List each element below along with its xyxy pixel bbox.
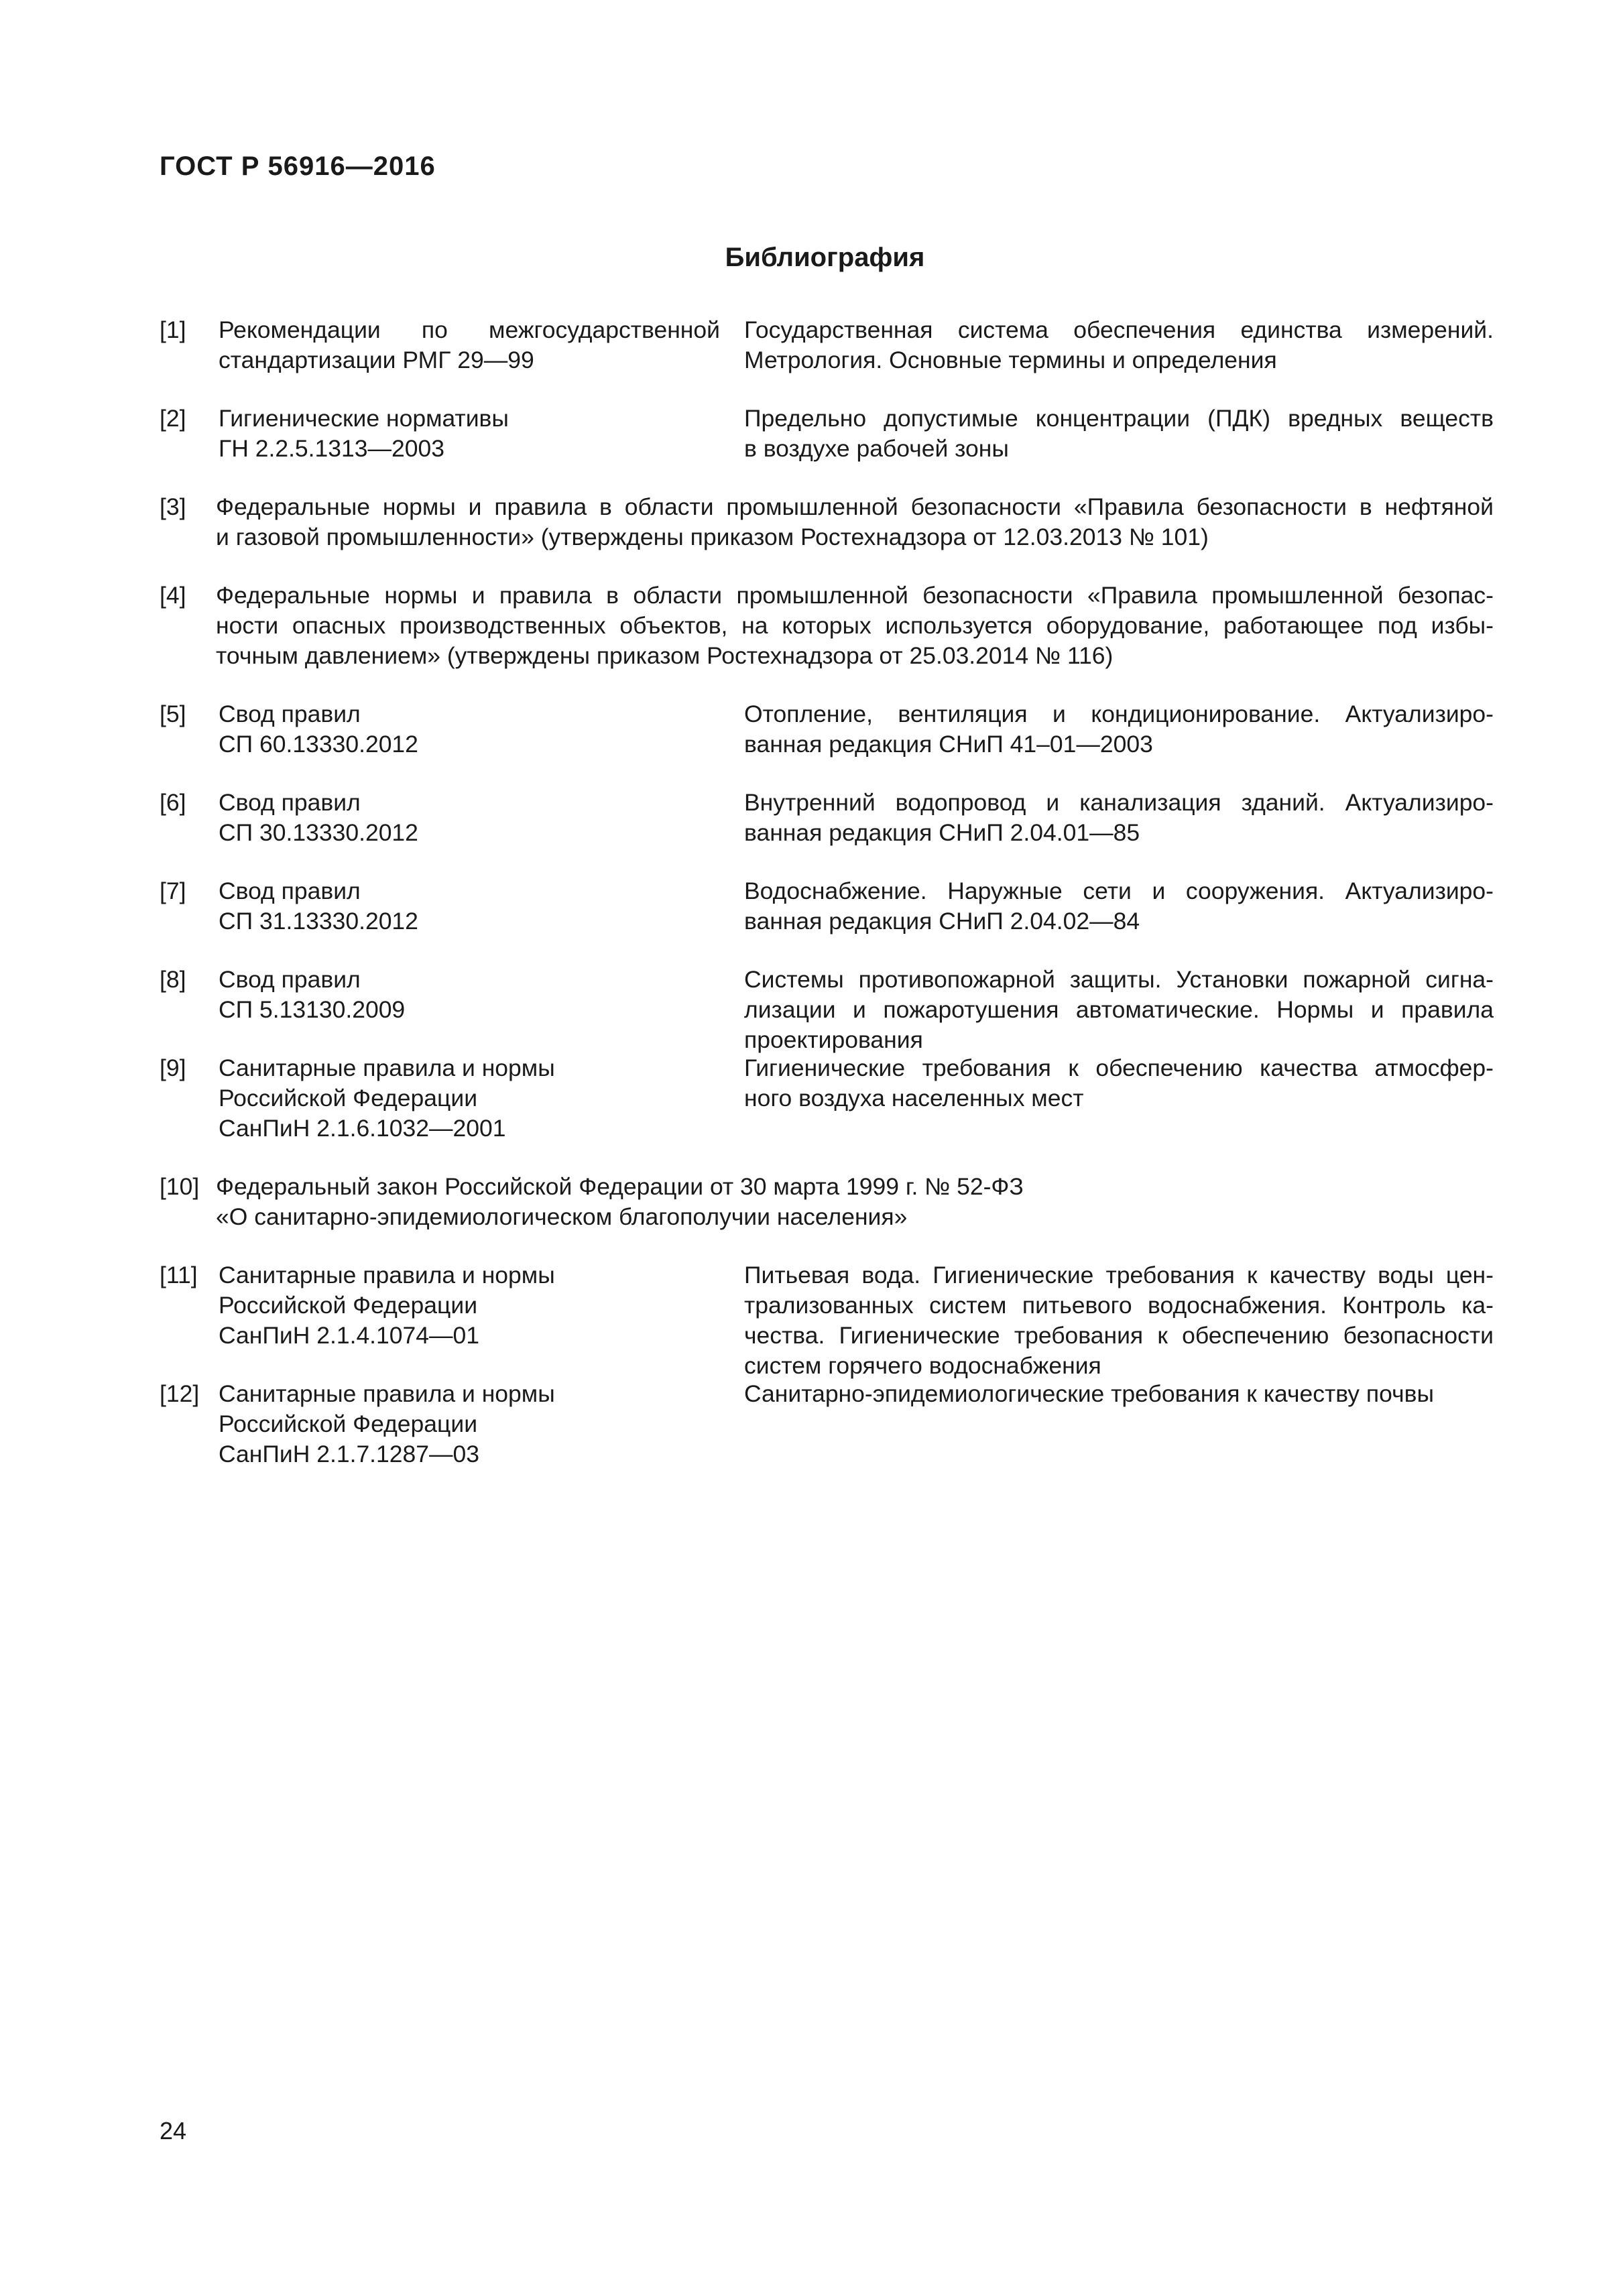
title-line: ванная редакция СНиП 2.04.02—84 xyxy=(744,908,1140,934)
title-line: ного воздуха населенных мест xyxy=(744,1085,1084,1111)
text-line: и газовой промышленности» (утверждены приказом Ростехнадзора от 12.03.2013 № 101) xyxy=(216,524,1209,550)
title-line: Системы противопожарной защиты. Установки пожарной сигна- xyxy=(744,966,1494,993)
entry-number: [8] xyxy=(160,966,186,993)
source-line: СП 30.13330.2012 xyxy=(219,819,418,846)
entry-number: [5] xyxy=(160,701,186,727)
text-line: Федеральные нормы и правила в области промышленной безопасности «Правила промышленной безопас- xyxy=(216,582,1494,609)
bib-entry-2 xyxy=(160,404,1494,464)
entry-title xyxy=(744,699,1494,760)
text-line: Федеральные нормы и правила в области промышленной безопасности «Правила безопасности в нефтяной xyxy=(216,493,1494,520)
title-line: систем горячего водоснабжения xyxy=(744,1352,1101,1379)
bib-entry-7 xyxy=(160,876,1494,936)
title-line: Внутренний водопровод и канализация зданий. Актуализиро- xyxy=(744,789,1494,816)
entry-title xyxy=(744,1379,1494,1409)
source-line: Свод правил xyxy=(219,878,361,904)
title-line: Метрология. Основные термины и определения xyxy=(744,347,1277,373)
document-header: ГОСТ Р 56916—2016 xyxy=(160,152,436,181)
bib-entry-1 xyxy=(160,315,1494,375)
entry-number: [6] xyxy=(160,789,186,816)
text-line: точным давлением» (утверждены приказом Ростехнадзора от 25.03.2014 № 116) xyxy=(216,642,1114,669)
entry-title xyxy=(744,1260,1494,1381)
entry-title xyxy=(744,965,1494,1055)
source-line: СанПиН 2.1.4.1074—01 xyxy=(219,1322,480,1349)
source-line: ГН 2.2.5.1313—2003 xyxy=(219,435,444,462)
entry-number: [2] xyxy=(160,405,186,432)
entry-number: [3] xyxy=(160,493,186,520)
entry-number: [4] xyxy=(160,582,186,609)
entry-title xyxy=(744,1053,1494,1113)
text-line: Федеральный закон Российской Федерации от 30 марта 1999 г. № 52-ФЗ xyxy=(216,1173,1024,1200)
bib-entry-6 xyxy=(160,788,1494,848)
bibliography-list xyxy=(160,315,1494,1498)
bib-entry-4 xyxy=(160,581,1494,671)
source-line: Свод правил xyxy=(219,966,361,993)
source-line: Свод правил xyxy=(219,789,361,816)
page-title: Библиография xyxy=(725,243,925,272)
source-line: СП 60.13330.2012 xyxy=(219,731,418,758)
title-line: чества. Гигиенические требования к обеспечению безопасности xyxy=(744,1322,1494,1349)
title-line: проектирования xyxy=(744,1026,923,1053)
title-line: лизации и пожаротушения автоматические. Нормы и правила xyxy=(744,996,1494,1023)
title-line: в воздухе рабочей зоны xyxy=(744,435,1009,462)
title-line: ванная редакция СНиП 41–01—2003 xyxy=(744,731,1153,758)
bib-entry-3 xyxy=(160,492,1494,552)
text-line: «О санитарно-эпидемиологическом благополучии населения» xyxy=(216,1203,908,1230)
source-line: Свод правил xyxy=(219,701,361,727)
source-line: СП 31.13330.2012 xyxy=(219,908,418,934)
title-line: Гигиенические требования к обеспечению качества атмосфер- xyxy=(744,1054,1494,1081)
bib-entry-8 xyxy=(160,965,1494,1053)
title-line: Государственная система обеспечения единства измерений. xyxy=(744,316,1494,343)
source-line: Российской Федерации xyxy=(219,1410,478,1437)
bib-entry-5 xyxy=(160,699,1494,760)
entry-number: [1] xyxy=(160,316,186,343)
title-line: Отопление, вентиляция и кондиционирование. Актуализиро- xyxy=(744,701,1494,727)
source-line: Гигиенические нормативы xyxy=(219,405,509,432)
entry-number: [9] xyxy=(160,1054,186,1081)
title-line: Санитарно-эпидемиологические требования к качеству почвы xyxy=(744,1380,1434,1407)
source-line: Рекомендации по межгосударственной xyxy=(219,316,720,343)
source-line: Российской Федерации xyxy=(219,1085,478,1111)
title-line: Предельно допустимые концентрации (ПДК) вредных веществ xyxy=(744,405,1494,432)
bib-entry-10 xyxy=(160,1172,1494,1232)
bib-entry-11 xyxy=(160,1260,1494,1379)
entry-text xyxy=(216,492,1494,552)
source-line: Санитарные правила и нормы xyxy=(219,1054,555,1081)
source-line: СанПиН 2.1.6.1032—2001 xyxy=(219,1115,506,1142)
source-line: СП 5.13130.2009 xyxy=(219,996,406,1023)
source-line: СанПиН 2.1.7.1287—03 xyxy=(219,1441,480,1467)
entry-number: [12] xyxy=(160,1380,200,1407)
entry-title xyxy=(744,315,1494,375)
title-line: ванная редакция СНиП 2.04.01—85 xyxy=(744,819,1140,846)
entry-number: [11] xyxy=(160,1262,198,1288)
entry-title xyxy=(744,876,1494,936)
title-line: Питьевая вода. Гигиенические требования к качеству воды цен- xyxy=(744,1262,1494,1288)
title-line: Водоснабжение. Наружные сети и сооружения. Актуализиро- xyxy=(744,878,1494,904)
source-line: Санитарные правила и нормы xyxy=(219,1380,555,1407)
text-line: ности опасных производственных объектов, на которых используется оборудование, работающее под избы- xyxy=(216,612,1494,639)
entry-number: [7] xyxy=(160,878,186,904)
source-line: стандартизации РМГ 29—99 xyxy=(219,347,534,373)
entry-number: [10] xyxy=(160,1173,200,1200)
bib-entry-12 xyxy=(160,1379,1494,1469)
entry-title xyxy=(744,788,1494,848)
source-line: Санитарные правила и нормы xyxy=(219,1262,555,1288)
entry-title xyxy=(744,404,1494,464)
entry-text xyxy=(216,581,1494,671)
entry-text xyxy=(216,1172,1494,1232)
source-line: Российской Федерации xyxy=(219,1292,478,1319)
page-number: 24 xyxy=(160,2117,187,2144)
bib-entry-9 xyxy=(160,1053,1494,1144)
title-line: трализованных систем питьевого водоснабжения. Контроль ка- xyxy=(744,1292,1494,1319)
